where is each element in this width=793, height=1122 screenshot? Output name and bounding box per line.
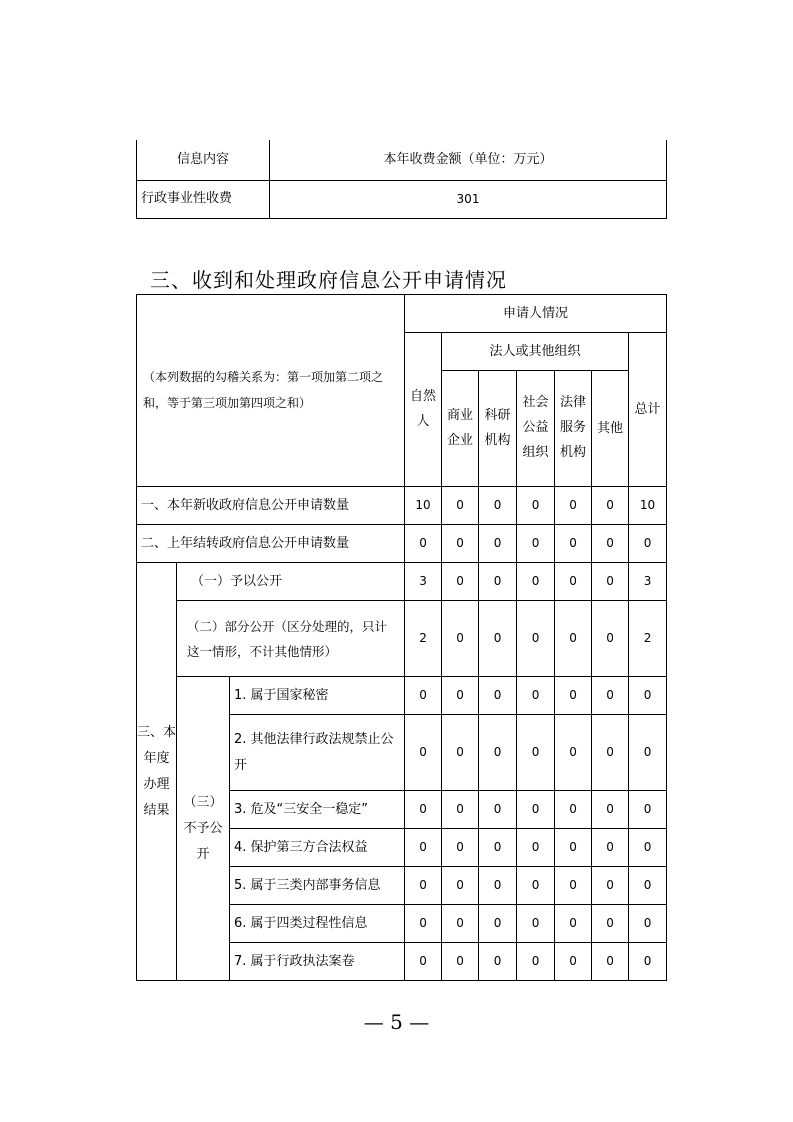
table-row — [137, 677, 667, 715]
fee-row-label: 行政事业性收费 — [137, 180, 270, 218]
header-legalsvc-line3: 机构 — [560, 444, 587, 460]
cell-value: 0 — [592, 487, 629, 525]
row-label: （二）部分公开（区分处理的，只计这一情形，不计其他情形） — [177, 601, 405, 677]
cell-value: 0 — [479, 487, 517, 525]
page-number: — 5 — — [363, 1010, 430, 1034]
cell-value: 0 — [555, 525, 592, 563]
cell-value: 0 — [405, 829, 442, 867]
cell-value: 0 — [442, 525, 479, 563]
cell-value: 0 — [592, 905, 629, 943]
cell-value: 0 — [479, 943, 517, 981]
cell-value: 0 — [479, 563, 517, 601]
cell-value: 0 — [442, 905, 479, 943]
corner-note: （本列数据的勾稽关系为：第一项加第二项之和，等于第三项加第四项之和） — [137, 295, 405, 487]
cell-value: 0 — [517, 829, 555, 867]
application-table — [136, 294, 667, 981]
header-social-line2: 公益 — [522, 420, 549, 436]
cell-value: 10 — [629, 487, 667, 525]
table-row — [137, 601, 667, 677]
cell-value: 0 — [405, 943, 442, 981]
cell-value: 0 — [479, 905, 517, 943]
row-label: （一）予以公开 — [177, 563, 405, 601]
header-commercial — [442, 371, 479, 487]
cell-value: 0 — [405, 905, 442, 943]
table-row — [137, 525, 667, 563]
cell-value: 0 — [592, 525, 629, 563]
cell-value: 0 — [442, 715, 479, 791]
cell-value: 0 — [555, 563, 592, 601]
header-research-line2: 机构 — [484, 432, 511, 448]
cell-value: 0 — [592, 791, 629, 829]
cell-value: 0 — [629, 905, 667, 943]
fee-row-value: 301 — [270, 180, 667, 218]
cell-value: 0 — [629, 525, 667, 563]
row-label: 7. 属于行政执法案卷 — [230, 943, 405, 981]
cell-value: 0 — [555, 715, 592, 791]
header-natural-line1: 自然 — [410, 388, 437, 404]
cell-value: 0 — [405, 867, 442, 905]
header-natural — [405, 333, 442, 487]
cell-value: 0 — [405, 525, 442, 563]
header-other: 其他 — [592, 371, 629, 487]
cell-value: 0 — [592, 677, 629, 715]
cell-value: 0 — [592, 829, 629, 867]
header-social — [517, 371, 555, 487]
header-legalsvc-line2: 服务 — [560, 420, 587, 436]
group3-label-line2: 年度 — [143, 750, 170, 766]
cell-value: 0 — [555, 829, 592, 867]
cell-value: 0 — [479, 867, 517, 905]
section-title: 三、收到和处理政府信息公开申请情况 — [150, 268, 507, 292]
sub3-label-line3: 开 — [196, 846, 210, 862]
cell-value: 0 — [592, 563, 629, 601]
header-natural-line2: 人 — [416, 413, 430, 429]
row-label: 6. 属于四类过程性信息 — [230, 905, 405, 943]
group3-label-line3: 办理 — [143, 776, 170, 792]
cell-value: 0 — [517, 487, 555, 525]
cell-value: 0 — [442, 677, 479, 715]
cell-value: 0 — [442, 867, 479, 905]
cell-value: 0 — [479, 525, 517, 563]
cell-value: 0 — [629, 677, 667, 715]
cell-value: 0 — [629, 791, 667, 829]
cell-value: 0 — [405, 677, 442, 715]
cell-value: 0 — [555, 867, 592, 905]
header-total: 总计 — [629, 333, 667, 487]
header-legal-service — [555, 371, 592, 487]
cell-value: 0 — [479, 791, 517, 829]
group3-label-line4: 结果 — [143, 802, 170, 818]
cell-value: 0 — [442, 487, 479, 525]
header-social-line1: 社会 — [522, 395, 549, 411]
cell-value: 0 — [517, 525, 555, 563]
cell-value: 0 — [517, 715, 555, 791]
sub3-label — [177, 677, 230, 981]
fee-header-amount: 本年收费金额（单位：万元） — [270, 140, 667, 180]
cell-value: 0 — [442, 563, 479, 601]
cell-value: 0 — [555, 677, 592, 715]
cell-value: 0 — [555, 943, 592, 981]
header-research-line1: 科研 — [484, 407, 511, 423]
row-label: 5. 属于三类内部事务信息 — [230, 867, 405, 905]
cell-value: 0 — [592, 601, 629, 677]
row-label: 1. 属于国家秘密 — [230, 677, 405, 715]
table-row — [137, 563, 667, 601]
group3-label — [137, 563, 177, 981]
cell-value: 0 — [592, 943, 629, 981]
cell-value: 0 — [479, 829, 517, 867]
header-research — [479, 371, 517, 487]
cell-value: 0 — [555, 791, 592, 829]
cell-value: 0 — [629, 867, 667, 905]
header-legal: 法人或其他组织 — [442, 333, 629, 371]
cell-value: 0 — [517, 905, 555, 943]
cell-value: 0 — [479, 601, 517, 677]
header-commercial-line2: 企业 — [447, 432, 474, 448]
cell-value: 0 — [442, 601, 479, 677]
cell-value: 0 — [517, 867, 555, 905]
cell-value: 2 — [405, 601, 442, 677]
header-commercial-line1: 商业 — [447, 407, 474, 423]
fee-header-info: 信息内容 — [137, 140, 270, 180]
cell-value: 0 — [629, 715, 667, 791]
cell-value: 0 — [629, 943, 667, 981]
cell-value: 0 — [517, 677, 555, 715]
cell-value: 0 — [517, 601, 555, 677]
sub3-label-line1: （三） — [183, 794, 223, 810]
cell-value: 0 — [517, 943, 555, 981]
cell-value: 0 — [405, 791, 442, 829]
cell-value: 0 — [442, 943, 479, 981]
row-label: 4. 保护第三方合法权益 — [230, 829, 405, 867]
cell-value: 0 — [629, 829, 667, 867]
header-applicant: 申请人情况 — [405, 295, 667, 333]
cell-value: 0 — [517, 563, 555, 601]
cell-value: 3 — [629, 563, 667, 601]
header-legalsvc-line1: 法律 — [560, 395, 587, 411]
cell-value: 10 — [405, 487, 442, 525]
sub3-label-line2: 不予公 — [183, 820, 223, 836]
row-label: 2. 其他法律行政法规禁止公开 — [230, 715, 405, 791]
row-label: 二、上年结转政府信息公开申请数量 — [137, 525, 405, 563]
row-label: 3. 危及“三安全一稳定” — [230, 791, 405, 829]
cell-value: 0 — [555, 601, 592, 677]
table-row — [137, 487, 667, 525]
cell-value: 2 — [629, 601, 667, 677]
cell-value: 0 — [405, 715, 442, 791]
cell-value: 0 — [555, 487, 592, 525]
header-social-line3: 组织 — [522, 444, 549, 460]
cell-value: 3 — [405, 563, 442, 601]
cell-value: 0 — [479, 715, 517, 791]
cell-value: 0 — [442, 829, 479, 867]
cell-value: 0 — [442, 791, 479, 829]
cell-value: 0 — [555, 905, 592, 943]
cell-value: 0 — [517, 791, 555, 829]
row-label: 一、本年新收政府信息公开申请数量 — [137, 487, 405, 525]
cell-value: 0 — [592, 867, 629, 905]
cell-value: 0 — [592, 715, 629, 791]
group3-label-line1: 三、本 — [137, 724, 177, 740]
cell-value: 0 — [479, 677, 517, 715]
fee-table — [136, 140, 667, 219]
